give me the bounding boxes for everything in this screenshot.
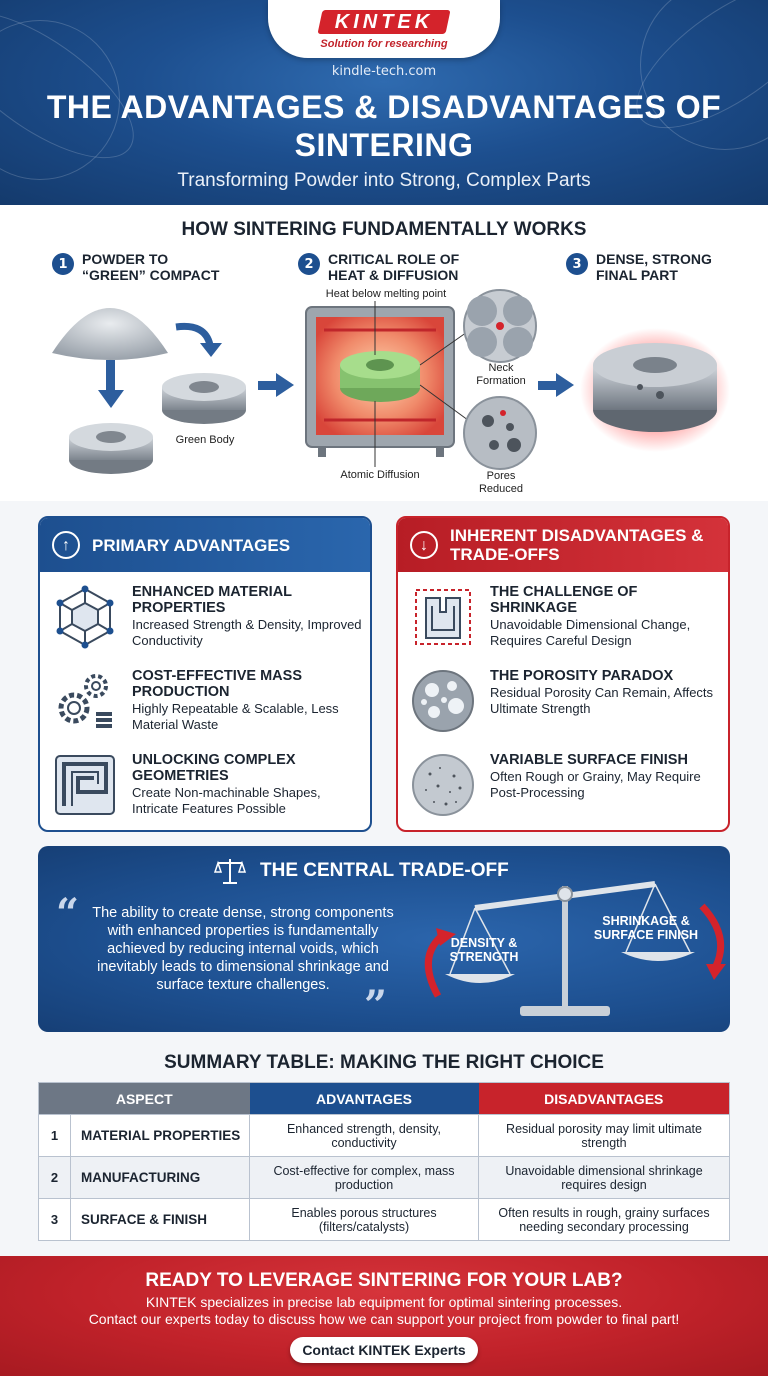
neck-formation-label: Neck Formation bbox=[476, 362, 526, 387]
how-it-works-title: HOW SINTERING FUNDAMENTALLY WORKS bbox=[181, 219, 587, 240]
table-row bbox=[39, 1157, 730, 1199]
furnace-icon bbox=[306, 307, 454, 457]
row-disadvantages: Often results in rough, grainy surfaces needing secondary processing bbox=[479, 1199, 730, 1241]
table-header-row bbox=[39, 1083, 730, 1115]
gears-icon bbox=[52, 668, 118, 734]
logo-tab[interactable] bbox=[268, 0, 500, 58]
disadvantage-title: THE CHALLENGE OF SHRINKAGE bbox=[490, 584, 638, 616]
row-advantages: Enables porous structures (filters/catalysts) bbox=[250, 1199, 479, 1241]
heat-label: Heat below melting point bbox=[325, 288, 447, 300]
website-url[interactable]: kindle-tech.com bbox=[331, 64, 437, 79]
advantages-card bbox=[38, 516, 372, 832]
footer-line-1: KINTEK specializes in precise lab equipment for optimal sintering processes. bbox=[145, 1294, 623, 1310]
disadvantage-desc: Unavoidable Dimensional Change, Requires Careful Design bbox=[490, 617, 691, 648]
powder-pile-icon bbox=[52, 308, 168, 360]
footer-line-2: Contact our experts today to discuss how we can support your project from powder to final part! bbox=[88, 1311, 680, 1327]
lattice-cube-icon bbox=[52, 584, 118, 650]
row-number: 3 bbox=[39, 1199, 71, 1241]
green-body-icon bbox=[162, 373, 246, 424]
tradeoff-title: THE CENTRAL TRADE-OFF bbox=[260, 860, 509, 881]
table-row bbox=[39, 1199, 730, 1241]
disadvantage-title: THE POROSITY PARADOX bbox=[490, 668, 674, 684]
density-strength-label: DENSITY & STRENGTH bbox=[449, 936, 519, 964]
porosity-icon bbox=[410, 668, 476, 734]
advantage-desc: Highly Repeatable & Scalable, Less Material Waste bbox=[132, 701, 339, 732]
maze-icon bbox=[52, 752, 118, 818]
table-row bbox=[39, 1115, 730, 1157]
central-tradeoff-panel bbox=[38, 846, 730, 1032]
contact-experts-button[interactable]: Contact KINTEK Experts bbox=[290, 1337, 478, 1363]
rough-surface-icon bbox=[410, 752, 476, 818]
row-number: 1 bbox=[39, 1115, 71, 1157]
advantages-header bbox=[40, 518, 370, 572]
page-title: THE ADVANTAGES & DISADVANTAGES OF SINTERING bbox=[46, 89, 722, 163]
disadvantage-desc: Residual Porosity Can Remain, Affects Ultimate Strength bbox=[490, 685, 714, 716]
arrow-up-icon: ↑ bbox=[52, 531, 80, 559]
row-advantages: Enhanced strength, density, conductivity bbox=[250, 1115, 479, 1157]
row-aspect: SURFACE & FINISH bbox=[71, 1199, 250, 1241]
advantage-title: UNLOCKING COMPLEX GEOMETRIES bbox=[132, 752, 296, 784]
row-disadvantages: Residual porosity may limit ultimate strength bbox=[479, 1115, 730, 1157]
step-label: DENSE, STRONG FINAL PART bbox=[596, 251, 712, 283]
how-it-works-section bbox=[0, 205, 768, 501]
summary-table bbox=[38, 1082, 730, 1241]
disadvantages-header bbox=[398, 518, 728, 572]
compact-part-icon bbox=[69, 423, 153, 474]
row-disadvantages: Unavoidable dimensional shrinkage requires design bbox=[479, 1157, 730, 1199]
atomic-diffusion-label: Atomic Diffusion bbox=[340, 469, 420, 481]
row-number: 2 bbox=[39, 1157, 71, 1199]
hero-banner bbox=[0, 0, 768, 205]
step-label: POWDER TO “GREEN” COMPACT bbox=[82, 251, 220, 283]
logo-text: KINTEK bbox=[334, 11, 434, 33]
advantage-title: ENHANCED MATERIAL PROPERTIES bbox=[132, 584, 292, 616]
footer-title: READY TO LEVERAGE SINTERING FOR YOUR LAB? bbox=[145, 1270, 623, 1291]
disadvantages-card bbox=[396, 516, 730, 832]
shrinkage-icon bbox=[410, 584, 476, 650]
advantage-desc: Create Non-machinable Shapes, Intricate Features Possible bbox=[132, 785, 321, 816]
disadvantage-item bbox=[410, 668, 720, 734]
arrow-down-icon: ↓ bbox=[410, 531, 438, 559]
page-subtitle: Transforming Powder into Strong, Complex Parts bbox=[177, 170, 591, 191]
green-body-label: Green Body bbox=[175, 434, 235, 446]
disadvantages-title: INHERENT DISADVANTAGES & TRADE-OFFS bbox=[450, 526, 704, 564]
step-label: CRITICAL ROLE OF HEAT & DIFFUSION bbox=[328, 251, 460, 283]
advantage-item bbox=[52, 584, 362, 650]
footer-text bbox=[0, 1294, 768, 1328]
row-advantages: Cost-effective for complex, mass production bbox=[250, 1157, 479, 1199]
advantage-item bbox=[52, 752, 362, 818]
step-number: 3 bbox=[566, 253, 588, 275]
disadvantage-desc: Often Rough or Grainy, May Require Post-Processing bbox=[490, 769, 701, 800]
pores-reduced-label: Pores Reduced bbox=[478, 470, 524, 495]
final-part-icon bbox=[580, 328, 730, 452]
open-quote-icon: “ bbox=[56, 890, 80, 937]
shrinkage-surface-label: SHRINKAGE & SURFACE FINISH bbox=[593, 914, 699, 942]
column-header-disadvantages: DISADVANTAGES bbox=[479, 1083, 730, 1115]
disadvantage-title: VARIABLE SURFACE FINISH bbox=[490, 752, 688, 768]
disadvantage-item bbox=[410, 584, 720, 650]
tradeoff-quote: The ability to create dense, strong components with enhanced properties is fundamentally achieved by reducing internal voids, which inevitably leads to dimensional shrinkage and surface texture challenges. bbox=[92, 905, 394, 993]
close-quote-icon: ” bbox=[364, 982, 388, 1029]
summary-table-title: SUMMARY TABLE: MAKING THE RIGHT CHOICE bbox=[164, 1052, 604, 1073]
advantages-title: PRIMARY ADVANTAGES bbox=[92, 535, 291, 555]
step-number: 1 bbox=[52, 253, 74, 275]
advantage-desc: Increased Strength & Density, Improved Conductivity bbox=[132, 617, 362, 648]
logo-tagline: Solution for researching bbox=[320, 38, 448, 50]
row-aspect: MANUFACTURING bbox=[71, 1157, 250, 1199]
balance-scale-icon bbox=[214, 857, 246, 885]
step-number: 2 bbox=[298, 253, 320, 275]
cta-footer bbox=[0, 1256, 768, 1376]
column-header-advantages: ADVANTAGES bbox=[250, 1083, 479, 1115]
sintering-process-illustration bbox=[0, 205, 768, 501]
advantage-title: COST-EFFECTIVE MASS PRODUCTION bbox=[132, 668, 302, 700]
row-aspect: MATERIAL PROPERTIES bbox=[71, 1115, 250, 1157]
advantage-item bbox=[52, 668, 362, 734]
column-header-aspect: ASPECT bbox=[39, 1083, 250, 1115]
disadvantage-item bbox=[410, 752, 720, 818]
